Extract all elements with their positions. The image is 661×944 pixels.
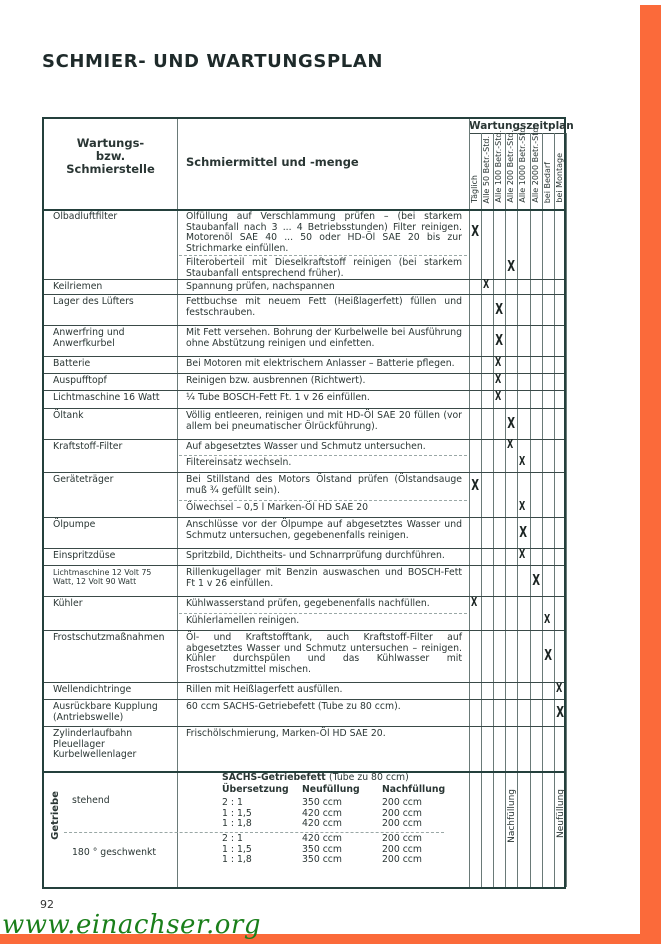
schedule-mark: X — [483, 276, 490, 291]
schedule-column-divider — [481, 133, 482, 887]
gearbox-cell: 1 : 1,8 — [222, 854, 252, 865]
task-text: Reinigen bzw. ausbrennen (Richtwert). — [186, 375, 366, 386]
row-divider — [44, 408, 564, 409]
gearbox-column-header: Nachfüllung — [382, 784, 446, 795]
page-title: SCHMIER- UND WARTUNGSPLAN — [42, 51, 384, 72]
header-station-line: Schmierstelle — [66, 162, 155, 176]
row-divider — [44, 565, 564, 566]
station-label: Anwerfring und Anwerfkurbel — [53, 327, 125, 349]
schedule-mark: X — [495, 389, 502, 403]
schedule-column-divider — [554, 133, 555, 887]
station-label: Lichtmaschine 16 Watt — [53, 392, 160, 403]
row-divider — [44, 472, 564, 473]
gearbox-cell: 2 : 1 — [222, 833, 243, 844]
task-text: Ölfüllung auf Verschlammung prüfen – (bei starkem Staubanfall nach 3 ... 4 Betriebsstunden) Filter reinigen. Motorenöl SAE 40 ... 50 oder HD-Öl SAE 20 bis zur Strichmarke einfüllen. — [186, 211, 462, 254]
task-text: Öl- und Kraftstofftank, auch Kraftstoff-Filter auf abgesetztes Wasser und Schmutz untersuchen – reinigen. Kühler durchspülen und das Kühlwasser mit Frostschutzmittel mischen. — [186, 632, 462, 675]
header-station-line: Wartungs- — [76, 136, 145, 150]
row-divider — [44, 517, 564, 518]
orange-edge-right — [640, 5, 661, 944]
schedule-mark: X — [555, 680, 562, 695]
schedule-mark: X — [507, 413, 516, 432]
row-divider — [44, 630, 564, 631]
schedule-column-divider — [542, 133, 543, 887]
station-label: Lager des Lüfters — [53, 296, 134, 307]
schedule-mark: X — [471, 476, 480, 494]
schedule-mark: X — [495, 330, 504, 349]
station-label: Kühler — [53, 598, 83, 609]
station-label: Ausrückbare Kupplung (Antriebswelle) — [53, 701, 158, 723]
station-label: Kraftstoff-Filter — [53, 441, 123, 452]
schedule-header-2: Alle 100 Betr.-Std. — [494, 130, 504, 203]
task-divider — [179, 455, 467, 456]
gearbox-cell: 2 : 1 — [222, 797, 243, 808]
gearbox-title-main: SACHS-Getriebefett — [222, 772, 329, 783]
maintenance-table — [42, 117, 574, 889]
station-label: Öltank — [53, 410, 84, 421]
gearbox-title-note: (Tube zu 80 ccm) — [328, 772, 409, 783]
task-text: Bei Stillstand des Motors Ölstand prüfen (Ölstandsauge muß ¾ gefüllt sein). — [186, 474, 462, 496]
schedule-mark: X — [471, 594, 478, 609]
gearbox-cell: 1 : 1,5 — [222, 807, 252, 819]
row-divider — [44, 439, 564, 440]
task-divider — [179, 500, 467, 501]
gearbox-cell: 1 : 1,8 — [222, 818, 252, 829]
schedule-mark: X — [495, 371, 502, 386]
task-text: Kühlerlamellen reinigen. — [186, 615, 300, 626]
schedule-mark: X — [543, 646, 552, 664]
schedule-header-5: Alle 2000 Betr.-Std. — [530, 125, 540, 203]
gearbox-cell: 350 ccm — [302, 797, 342, 808]
gearbox-cell: 350 ccm — [302, 854, 342, 865]
watermark-link[interactable]: www.einachser.org — [2, 910, 261, 940]
gearbox-cell: 420 ccm — [302, 818, 342, 829]
gearbox-schedule-note: Neufüllung — [555, 789, 566, 838]
header-station — [44, 137, 177, 176]
row-divider — [44, 373, 564, 374]
schedule-header-0: Täglich — [470, 175, 479, 203]
schedule-header-1: Alle 50 Betr.-Std. — [482, 135, 492, 203]
schedule-mark: X — [471, 222, 480, 240]
schedule-mark: X — [519, 498, 526, 513]
station-label: Geräteträger — [53, 474, 114, 485]
task-text: Spannung prüfen, nachspannen — [186, 281, 335, 292]
task-text: Mit Fett versehen. Bohrung der Kurbelwelle bei Ausführung ohne Abstützung reinigen und einfetten. — [186, 327, 462, 349]
station-label: Keilriemen — [53, 281, 103, 292]
gearbox-column-header: Übersetzung — [222, 784, 289, 795]
task-text: Völlig entleeren, reinigen und mit HD-Öl SAE 20 füllen (vor allem bei pneumatischer Ölrückführung). — [186, 410, 462, 432]
gearbox-cell: 1 : 1,5 — [222, 843, 252, 855]
row-divider — [44, 726, 564, 727]
task-text: Filteroberteil mit Dieselkraftstoff reinigen (bei starkem Staubanfall entsprechend früher). — [186, 257, 462, 279]
gearbox-cell: 200 ccm — [382, 807, 422, 819]
schedule-mark: X — [555, 702, 564, 721]
header-schedule: Wartungszeitplan — [469, 120, 574, 132]
schedule-mark: X — [519, 522, 528, 541]
gearbox-cell: 200 ccm — [382, 833, 422, 844]
station-label: Einspritzdüse — [53, 550, 116, 561]
station-label: Ölpumpe — [53, 519, 96, 530]
station-label: Ölbadluftfilter — [53, 211, 118, 222]
schedule-mark: X — [507, 437, 514, 451]
task-text: Fettbuchse mit neuem Fett (Heißlagerfett) füllen und festschrauben. — [186, 296, 462, 318]
row-divider — [44, 596, 564, 597]
gearbox-label: Getriebe — [50, 791, 61, 840]
task-text: Anschlüsse vor der Ölpumpe auf abgesetztes Wasser und Schmutz untersuchen, gegebenenfalls reinigen. — [186, 519, 462, 541]
schedule-mark: X — [495, 354, 502, 369]
task-text: Frischölschmierung, Marken-Öl HD SAE 20. — [186, 728, 386, 739]
task-text: Auf abgesetztes Wasser und Schmutz untersuchen. — [186, 441, 426, 452]
station-label: Wellendichtringe — [53, 684, 132, 695]
station-label: Batterie — [53, 358, 91, 369]
task-text: Filtereinsatz wechseln. — [186, 457, 292, 468]
schedule-mark: X — [519, 453, 526, 468]
gearbox-cell: 420 ccm — [302, 833, 342, 844]
task-text: ¼ Tube BOSCH-Fett Ft. 1 v 26 einfüllen. — [186, 392, 370, 403]
row-divider — [44, 325, 564, 326]
schedule-mark: X — [519, 546, 526, 561]
gearbox-cell: 200 ccm — [382, 854, 422, 865]
gearbox-column-header: Neufüllung — [302, 784, 360, 795]
gearbox-cell: 200 ccm — [382, 818, 422, 829]
gearbox-cell: 200 ccm — [382, 843, 422, 855]
task-text: Spritzbild, Dichtheits- und Schnarrprüfung durchführen. — [186, 550, 445, 561]
row-divider — [44, 390, 564, 391]
schedule-header-4: Alle 1000 Betr.-Std. — [518, 125, 528, 203]
schedule-mark: X — [531, 570, 540, 589]
schedule-column-divider — [493, 133, 494, 887]
schedule-column-divider — [505, 133, 506, 887]
row-divider — [44, 548, 564, 549]
schedule-column-divider — [530, 133, 531, 887]
header-lubricant: Schmiermittel und -menge — [186, 155, 359, 169]
gearbox-title — [222, 773, 409, 784]
station-label: Auspufftopf — [53, 375, 107, 386]
station-label: Frostschutzmaßnahmen — [53, 632, 165, 643]
row-divider — [44, 356, 564, 357]
station-label: Lichtmaschine 12 Volt 75 Watt, 12 Volt 90 Watt — [53, 568, 152, 586]
gearbox-schedule-note: Nachfüllung — [507, 789, 518, 843]
task-text: Ölwechsel – 0,5 l Marken-Öl HD SAE 20 — [186, 502, 369, 513]
task-divider — [179, 255, 467, 256]
task-divider — [179, 613, 467, 614]
gearbox-cell: 420 ccm — [302, 807, 342, 819]
gearbox-cell: 200 ccm — [382, 797, 422, 808]
gearbox-group-label: 180 ° geschwenkt — [72, 847, 157, 858]
station-label: Zylinderlaufbahn Pleuellager Kurbelwellenlager — [53, 728, 137, 760]
task-text: Kühlwasserstand prüfen, gegebenenfalls nachfüllen. — [186, 598, 430, 609]
task-text: Bei Motoren mit elektrischem Anlasser – Batterie pflegen. — [186, 358, 455, 369]
schedule-mark: X — [543, 611, 550, 626]
task-text: Rillenkugellager mit Benzin auswaschen und BOSCH-Fett Ft 1 v 26 einfüllen. — [186, 567, 462, 589]
schedule-header-3: Alle 200 Betr.-Std. — [506, 130, 516, 203]
gearbox-group-label: stehend — [72, 795, 110, 806]
row-divider — [44, 294, 564, 295]
schedule-mark: X — [495, 299, 504, 318]
schedule-header-6: bei Bedarf — [542, 161, 552, 203]
task-text: 60 ccm SACHS-Getriebefett (Tube zu 80 ccm). — [186, 701, 401, 712]
task-text: Rillen mit Heißlagerfett ausfüllen. — [186, 684, 343, 695]
schedule-header-7: bei Montage — [554, 153, 564, 203]
row-divider — [44, 699, 564, 700]
schedule-mark: X — [507, 256, 516, 275]
header-station-line: bzw. — [95, 149, 126, 163]
schedule-column-divider — [566, 133, 567, 887]
gearbox-cell: 350 ccm — [302, 843, 342, 855]
page-number: 92 — [40, 898, 54, 911]
row-divider — [44, 682, 564, 683]
